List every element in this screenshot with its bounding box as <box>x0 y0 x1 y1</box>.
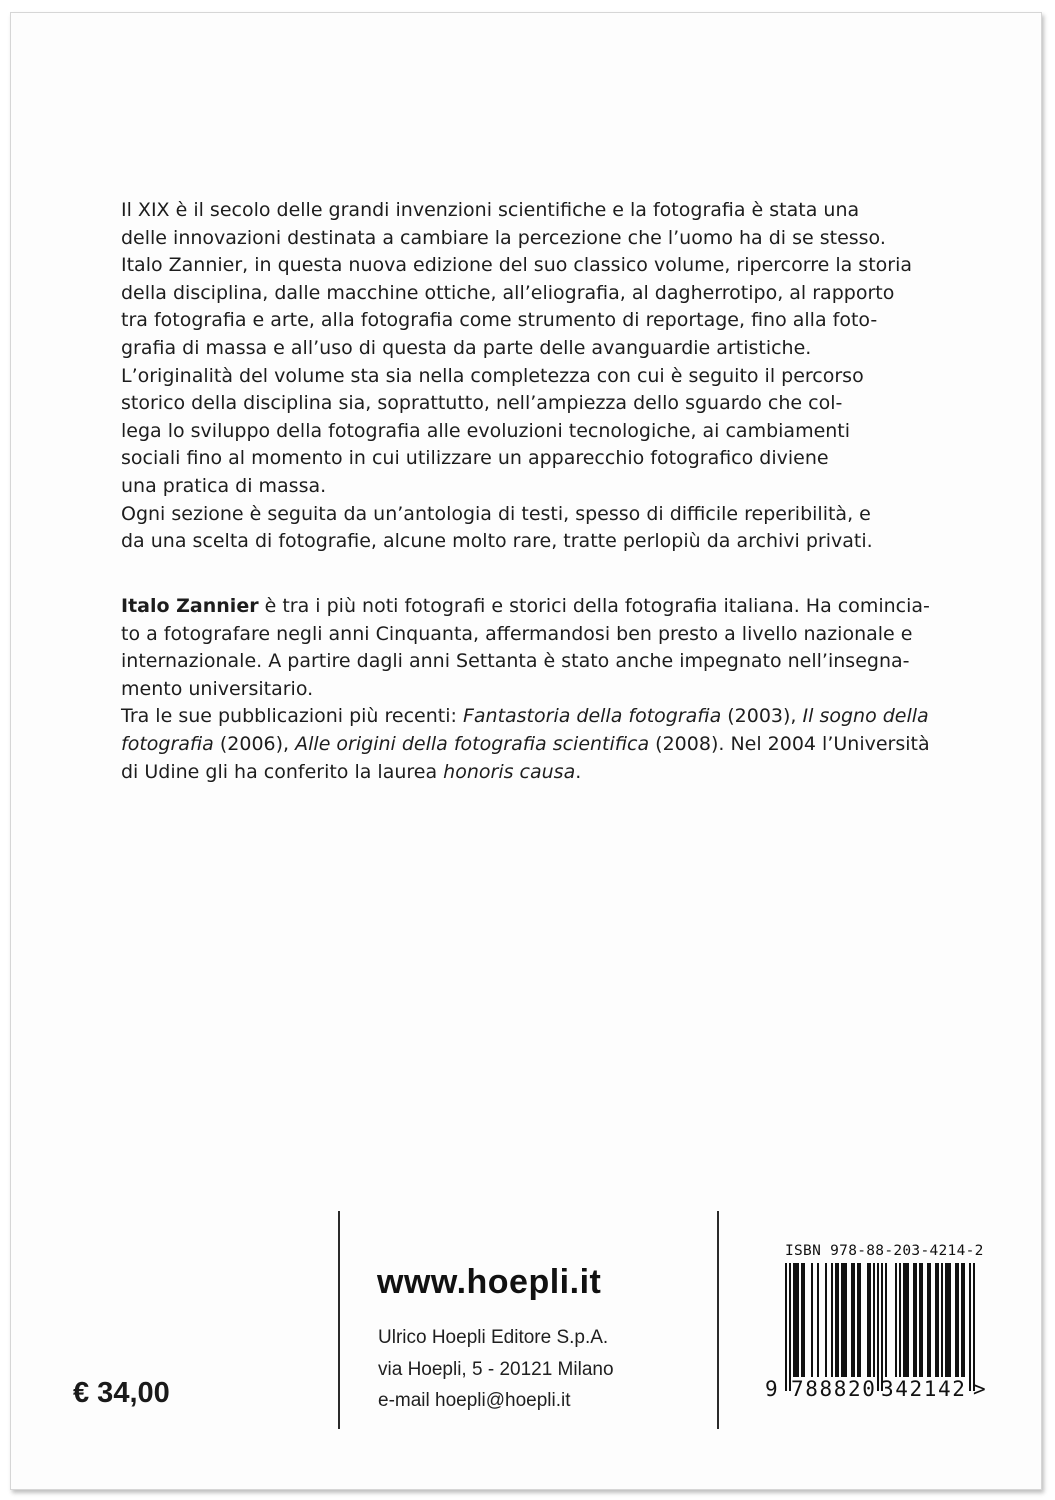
author-bio <box>121 593 930 786</box>
barcode-bar <box>811 1263 813 1377</box>
blurb-line: della disciplina, dalle macchine ottiche, all’eliografia, al dagherrotipo, al rapporto <box>121 281 895 304</box>
blurb-line: Italo Zannier, in questa nuova edizione del suo classico volume, ripercorre la storia <box>121 254 913 277</box>
barcode-bar <box>801 1263 803 1377</box>
price-label: € 34,00 <box>73 1377 170 1409</box>
barcode-bar <box>789 1263 791 1391</box>
publication-title: Fantastoria della fotografia <box>462 705 722 728</box>
barcode-bar <box>927 1263 929 1377</box>
divider-right <box>717 1211 719 1429</box>
bio-line: internazionale. A partire dagli anni Settanta è stato anche impegnato nell’insegna- <box>121 650 910 673</box>
barcode-bar <box>793 1263 795 1377</box>
blurb-line: tra fotografia e arte, alla fotografia come strumento di reportage, fino alla foto- <box>121 309 878 332</box>
bio-line: Tra le sue pubblicazioni più recenti: Fantastoria della fotografia (2003), Il sogno della <box>121 705 929 728</box>
barcode-bar <box>851 1263 853 1377</box>
barcode-bar <box>961 1263 963 1377</box>
barcode-bar <box>853 1263 855 1377</box>
publisher-email: e-mail hoepli@hoepli.it <box>378 1390 571 1411</box>
barcode-bar <box>895 1263 897 1377</box>
barcode-bar <box>831 1263 833 1377</box>
barcode-bar <box>941 1263 943 1377</box>
bio-line: fotografia (2006), Alle origini della fotografia scientifica (2008). Nel 2004 l’Università <box>121 732 930 755</box>
honoris-causa: honoris causa <box>443 760 576 783</box>
bio-line: Italo Zannier è tra i più noti fotografi e storici della fotografia italiana. Ha comincia- <box>121 595 930 617</box>
publisher-website: www.hoepli.it <box>377 1263 602 1301</box>
blurb-line: storico della disciplina sia, soprattutto, nell’ampiezza dello sguardo che col- <box>121 392 843 415</box>
barcode-bar <box>841 1263 843 1377</box>
barcode-bar <box>937 1263 939 1377</box>
barcode-bar <box>913 1263 915 1377</box>
isbn-label: ISBN 978-88-203-4214-2 <box>785 1243 984 1259</box>
barcode-bar <box>969 1263 971 1391</box>
blurb-text <box>121 197 921 556</box>
barcode-bar <box>817 1263 819 1377</box>
barcode-bar <box>797 1263 799 1377</box>
publisher-street: via Hoepli, 5 - 20121 Milano <box>378 1358 614 1380</box>
barcode-bar <box>881 1263 883 1391</box>
barcode-bar <box>947 1263 949 1377</box>
barcode-bar <box>885 1263 887 1377</box>
barcode-bar <box>845 1263 847 1377</box>
publication-title: fotografia <box>121 732 214 755</box>
barcode-bar <box>949 1263 951 1377</box>
barcode-bar <box>907 1263 909 1377</box>
barcode-bar <box>919 1263 921 1377</box>
barcode-bar <box>903 1263 905 1377</box>
blurb-line: sociali fino al momento in cui utilizzare un apparecchio fotografico diviene <box>121 447 829 470</box>
author-name: Italo Zannier <box>121 595 259 617</box>
barcode-bar <box>825 1263 827 1377</box>
barcode-bar <box>963 1263 965 1377</box>
blurb-line: lega lo sviluppo della fotografia alle evoluzioni tecnologiche, ai cambiamenti <box>121 419 851 442</box>
barcode-bar <box>935 1263 937 1377</box>
barcode-bar <box>867 1263 869 1377</box>
barcode-bar <box>899 1263 901 1377</box>
barcode-bar <box>803 1263 805 1377</box>
bio-line: mento universitario. <box>121 677 314 700</box>
blurb-line: da una scelta di fotografie, alcune molto rare, tratte perlopiù da archivi privati. <box>121 530 873 553</box>
barcode-bar <box>857 1263 859 1377</box>
barcode-bar <box>835 1263 837 1377</box>
blurb-line: L’originalità del volume sta sia nella completezza con cui è seguito il percorso <box>121 364 864 387</box>
barcode-bar <box>905 1263 907 1377</box>
barcode-arrow: > <box>973 1377 986 1401</box>
barcode-bar <box>973 1263 975 1391</box>
barcode-left-digits: 788820 <box>791 1377 877 1401</box>
barcode-bar <box>957 1263 959 1377</box>
barcode-right-digits: 342142 <box>881 1377 967 1401</box>
blurb-line: Ogni sezione è seguita da un’antologia di testi, spesso di difficile reperibilità, e <box>121 502 871 525</box>
blurb-line: una pratica di massa. <box>121 474 327 497</box>
barcode-bar <box>869 1263 871 1377</box>
publication-title: Alle origini della fotografia scientifica <box>295 732 650 755</box>
barcode-bar <box>921 1263 923 1377</box>
barcode-bar <box>955 1263 957 1377</box>
divider-left <box>338 1211 340 1429</box>
bio-line: to a fotografare negli anni Cinquanta, affermandosi ben presto a livello nazionale e <box>121 622 913 645</box>
barcode-first-digit: 9 <box>765 1377 778 1401</box>
barcode-bar <box>877 1263 879 1391</box>
barcode-bar <box>929 1263 931 1377</box>
barcode-bar <box>945 1263 947 1377</box>
blurb-line: Il XIX è il secolo delle grandi invenzioni scientifiche e la fotografia è stata una <box>121 199 860 221</box>
barcode-bar <box>873 1263 875 1377</box>
blurb-line: grafia di massa e all’uso di questa da parte delle avanguardie artistiche. <box>121 336 812 359</box>
barcode-bar <box>843 1263 845 1377</box>
publisher-name: Ulrico Hoepli Editore S.p.A. <box>378 1327 609 1348</box>
publisher-address <box>378 1322 614 1417</box>
barcode-bar <box>859 1263 861 1377</box>
barcode-bar <box>785 1263 787 1391</box>
bio-line: di Udine gli ha conferito la laurea honoris causa. <box>121 760 582 783</box>
barcode-bar <box>795 1263 797 1377</box>
barcode-bar <box>837 1263 839 1377</box>
book-back-cover <box>10 12 1042 1490</box>
blurb-line: delle innovazioni destinata a cambiare la percezione che l’uomo ha di se stesso. <box>121 226 886 249</box>
barcode-bar <box>915 1263 917 1377</box>
publication-title: Il sogno della <box>802 705 929 728</box>
